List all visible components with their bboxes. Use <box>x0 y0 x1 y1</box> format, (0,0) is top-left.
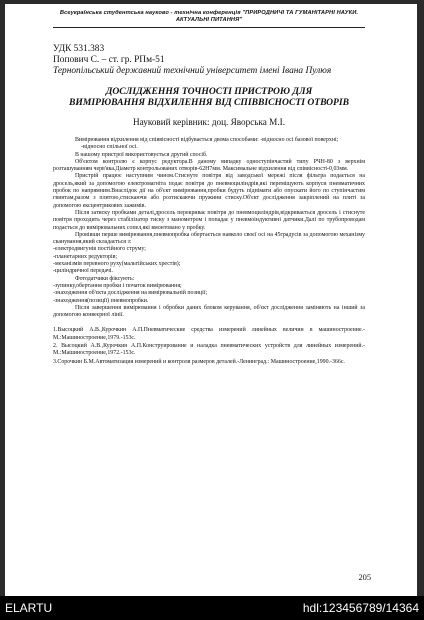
conference-header <box>53 10 365 24</box>
repository-label: ELARTU <box>5 601 53 615</box>
body-paragraph: Вимірювання відхилення від співвісності відбувається двома способами: -відносно осі базової поверхні; <box>75 137 339 143</box>
body-paragraph: -зупинку,обертання пробки і початок вимірювання; <box>53 282 182 289</box>
affiliation: Тернопільський державний технічний університет імені Івана Пулюя <box>53 66 332 76</box>
body-paragraph: -механізмів перевного руху(мальтійських хрестів); <box>53 261 181 268</box>
conference-header-line1: Всеукраїнська студентська науково - технічна конференція "ПРИРОДНИЧІ ТА ГУМАНІТАРНІ НАУКИ. <box>59 10 359 16</box>
body-paragraph: -планетарних редукторів; <box>53 253 118 260</box>
body-paragraph: -знаходження(позиції) пневмопробки. <box>53 297 149 304</box>
body-paragraph: Пристрій працює наступним чином.Стиснуте повітря від заводської мережі після фільтра подається на дросель,який за допомогою електромагніта подає повітря до пневмоциліндрів,які переміщують корпуси пневматичних пробок по напрямним.Внаслідок дії на об'єкт вимірювання,пробки будуть піднімати або опускати його по ступінчастим гвинтам,разом з плитою,стискаючи або розтискаючи пружини стиску.Об'єкт дослідження закріплений на плиті за допомогою ексцентрикових зажимів. <box>53 173 365 209</box>
references-list <box>53 327 365 365</box>
article-title-line2: ВИМІРЮВАННЯ ВІДХИЛЕННЯ ВІД СПІВВІСНОСТІ ОТВОРІВ <box>69 97 349 108</box>
body-paragraph: Після затиску пробками деталі,дросель перекриває повітря до пневмоциліндрів,відкривається дросель і стиснуте повітря проходить через стабілізатор тиску з манометром і попадає у пневмоіндуктивні датчики.Далі по трубопроводам подається до вимірювальних сопел,які вмонтовано у пробку. <box>53 209 365 231</box>
body-paragraph: Об'єктом контролю є корпус редуктора.В даному випадку одноступінчастий типу РЧН-80 з верхнім розташуванням черв'яка.Діаметр контрольованих отворів-62Н7мм. Максимальне відхилення від співвісності-0,03мм. <box>53 158 365 173</box>
header-rule <box>53 27 365 28</box>
body-paragraph: -циліндричної передачі. <box>53 268 113 275</box>
supervisor: Науковий керівник: доц. Яворська М.І. <box>132 117 285 127</box>
viewer-footer <box>0 596 424 620</box>
body-paragraph: Фотодатчики фіксують: <box>75 275 135 282</box>
document-page <box>5 4 417 596</box>
body-paragraph: -відносно спільної осі. <box>81 144 138 151</box>
body-paragraph: В нашому пристрої використовується другий спосіб. <box>75 151 208 158</box>
body-paragraph: Провівши перше вимірювання,пневмопробка обертається навколо своєї осі на 45градусів за допомогою механізму сканування,який складається з: <box>53 231 365 246</box>
author: Попович С. – ст. гр. РПм-51 <box>53 55 165 65</box>
body-paragraph: -знаходження об'єкта дослідження на вимірювальній позиції; <box>53 290 207 297</box>
page-number: 205 <box>358 573 371 582</box>
article-body <box>53 137 365 319</box>
udc-code: УДК 531.383 <box>53 44 105 54</box>
body-paragraph: -електродвигунів постійного струму; <box>53 246 146 253</box>
reference-item: 2. Высоцкий А.В.,Курочкин А.П.Конструирование и наладка пневматических устройств для линейных измерений.- М.:Машиностроение,1972.-153с. <box>53 343 365 357</box>
body-paragraph: Після завершення вимірювання і обробки даних блоком керування, об'єкт дослідження заміняють на інший за допомогою конвеєрної лінії. <box>53 304 365 319</box>
article-title <box>53 86 365 108</box>
article-title-line1: ДОСЛІДЖЕННЯ ТОЧНОСТІ ПРИСТРОЮ ДЛЯ <box>105 86 313 97</box>
handle-identifier: hdl:123456789/14364 <box>302 601 419 615</box>
conference-header-line2: АКТУАЛЬНІ ПИТАННЯ" <box>175 17 243 23</box>
reference-item: 1.Высоцкий А.В.,Курочкин А.П.Пневматические средства измерений линейных величин в машиностроение.-М.:Машиностроение,1979.-153с. <box>53 327 365 341</box>
reference-item: 3.Сорочкин Б.М.Автоматизация измерений и контроля размеров деталей.-Ленинград.: Машиностроение,1990.-366с. <box>53 358 345 365</box>
